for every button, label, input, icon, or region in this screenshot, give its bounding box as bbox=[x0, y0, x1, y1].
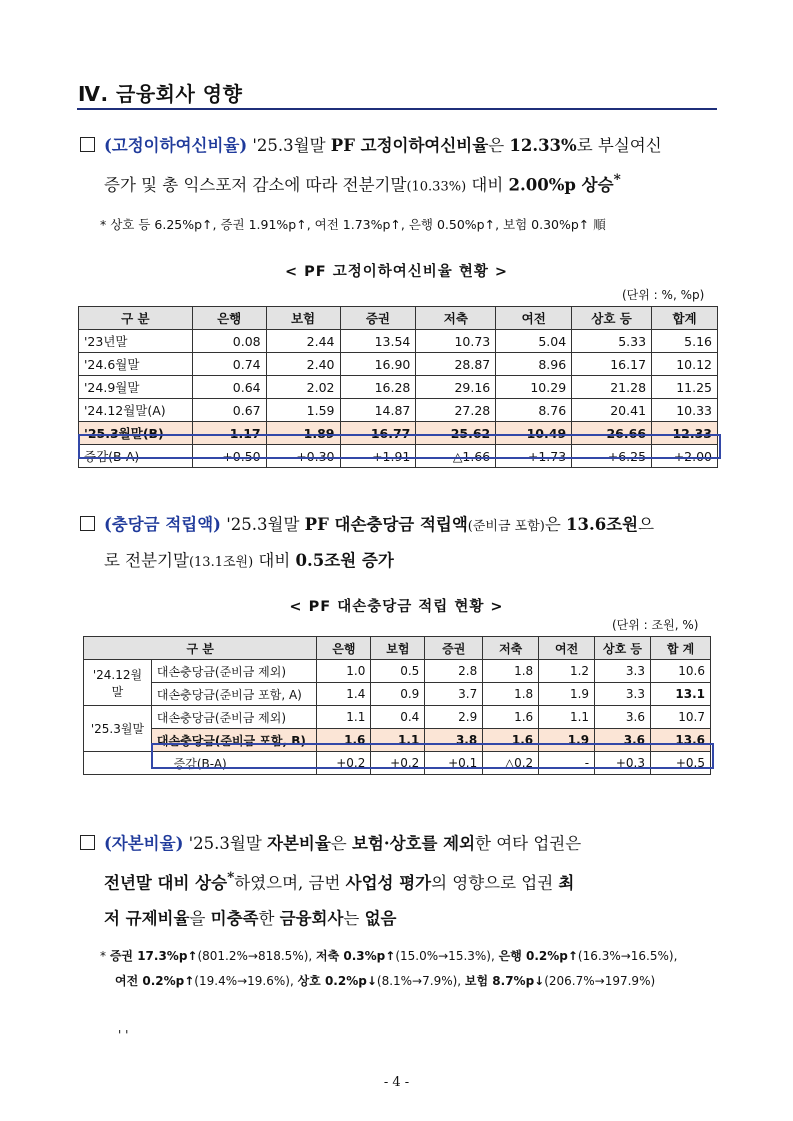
para-text: 로 전분기말 bbox=[104, 551, 189, 570]
para-bold: 금융회사 bbox=[279, 908, 344, 928]
footnote-segment: (8.1%→7.9%), bbox=[376, 974, 465, 988]
provision-table bbox=[83, 636, 711, 775]
table-cell: 1.6 bbox=[483, 706, 539, 729]
footnote-segment: (15.0%→15.3%), bbox=[395, 949, 499, 963]
column-header: 저축 bbox=[483, 637, 539, 660]
table-cell: 0.67 bbox=[192, 399, 266, 422]
para-text: 으 bbox=[638, 515, 655, 534]
para-text: 은 bbox=[488, 136, 510, 155]
stray-marks: ' ' bbox=[118, 1028, 129, 1042]
para-bold: 12.33% bbox=[509, 136, 577, 155]
para-bold: 전년말 대비 상승 bbox=[104, 873, 228, 893]
row-label: 증감(B-A) bbox=[79, 445, 193, 468]
para-small: (10.33%) bbox=[406, 179, 467, 195]
table-cell: +1.91 bbox=[340, 445, 416, 468]
table-cell: +0.1 bbox=[425, 752, 483, 775]
table2-title: < PF 대손충당금 적립 현황 > bbox=[289, 599, 504, 615]
column-header: 합계 bbox=[652, 307, 718, 330]
para-text: 한 여타 업권은 bbox=[475, 834, 582, 853]
table-cell: △1.66 bbox=[416, 445, 496, 468]
table-row bbox=[84, 752, 711, 775]
table-cell: 1.9 bbox=[539, 683, 595, 706]
para-text: '25.3월말 bbox=[183, 834, 268, 853]
para-small: (준비금 포함) bbox=[467, 519, 545, 534]
table-cell: 16.17 bbox=[572, 353, 652, 376]
column-header: 저축 bbox=[416, 307, 496, 330]
period-label: '25.3월말 bbox=[84, 706, 152, 752]
checkbox-bullet bbox=[80, 516, 95, 531]
table-cell: 16.77 bbox=[340, 422, 416, 445]
column-header: 여전 bbox=[496, 307, 572, 330]
table-cell: 10.49 bbox=[496, 422, 572, 445]
table-cell: +1.73 bbox=[496, 445, 572, 468]
column-header: 구 분 bbox=[84, 637, 317, 660]
table-cell: 13.6 bbox=[651, 729, 711, 752]
table-cell: 5.16 bbox=[652, 330, 718, 353]
para-text: '25.3월말 bbox=[221, 515, 305, 534]
table-cell: 1.8 bbox=[483, 660, 539, 683]
para-small: (13.1조원) bbox=[188, 555, 254, 570]
table-cell: 1.1 bbox=[317, 706, 371, 729]
table-cell: 1.8 bbox=[483, 683, 539, 706]
table-row bbox=[79, 330, 718, 353]
table-cell: 2.02 bbox=[266, 376, 340, 399]
row-label: 증감(B-A) bbox=[84, 752, 317, 775]
table-cell: 8.76 bbox=[496, 399, 572, 422]
table-cell: 2.44 bbox=[266, 330, 340, 353]
table-cell: 29.16 bbox=[416, 376, 496, 399]
column-header: 여전 bbox=[539, 637, 595, 660]
table-cell: 1.6 bbox=[483, 729, 539, 752]
row-label: '25.3월말(B) bbox=[79, 422, 193, 445]
table-cell: 28.87 bbox=[416, 353, 496, 376]
table-row bbox=[79, 376, 718, 399]
table1-title: < PF 고정이하여신비율 현황 > bbox=[284, 264, 509, 280]
para-text: 의 영향으로 업권 bbox=[431, 873, 559, 893]
footnote-segment: 상호 0.2%p↓ bbox=[297, 974, 377, 988]
column-header: 보험 bbox=[371, 637, 425, 660]
para-bold: 0.5조원 증가 bbox=[295, 551, 394, 570]
para-bold: 없음 bbox=[364, 908, 397, 928]
para-tag: (고정이하여신비율) bbox=[104, 136, 248, 155]
column-header: 보험 bbox=[266, 307, 340, 330]
para-bold: PF 대손충당금 적립액 bbox=[304, 515, 468, 534]
table-cell: 1.4 bbox=[317, 683, 371, 706]
table-cell: 3.3 bbox=[595, 683, 651, 706]
period-label: '24.12월말 bbox=[84, 660, 152, 706]
table-cell: 11.25 bbox=[652, 376, 718, 399]
table-row bbox=[79, 422, 718, 445]
column-header: 은행 bbox=[192, 307, 266, 330]
table-cell: 0.64 bbox=[192, 376, 266, 399]
table-cell: 10.73 bbox=[416, 330, 496, 353]
column-header: 상호 등 bbox=[595, 637, 651, 660]
footnote-segment: (16.3%→16.5%), bbox=[577, 949, 678, 963]
para-text: 은 bbox=[330, 834, 352, 853]
table-cell: 5.33 bbox=[572, 330, 652, 353]
table-cell: 10.6 bbox=[651, 660, 711, 683]
paragraph-capital-ratio bbox=[80, 826, 720, 936]
table-cell: 1.89 bbox=[266, 422, 340, 445]
table-cell: 16.90 bbox=[340, 353, 416, 376]
para-bold: 사업성 평가 bbox=[345, 873, 432, 893]
para-text: 대비 bbox=[466, 175, 509, 195]
table-cell: +0.3 bbox=[595, 752, 651, 775]
table-cell: 12.33 bbox=[652, 422, 718, 445]
table-cell: +0.2 bbox=[371, 752, 425, 775]
row-label: 대손충당금(준비금 제외) bbox=[151, 660, 317, 683]
table-cell: 0.4 bbox=[371, 706, 425, 729]
table-cell: 10.29 bbox=[496, 376, 572, 399]
para-text: 대비 bbox=[253, 551, 296, 570]
row-label: '24.6월말 bbox=[79, 353, 193, 376]
table-cell: 20.41 bbox=[572, 399, 652, 422]
footnote-segment: (206.7%→197.9%) bbox=[544, 974, 656, 988]
table-cell: 2.8 bbox=[425, 660, 483, 683]
para-tag: (자본비율) bbox=[104, 834, 184, 853]
row-label: '24.9월말 bbox=[79, 376, 193, 399]
para-bold: 13.6조원 bbox=[566, 515, 639, 534]
footnote-segment: * bbox=[100, 949, 110, 963]
table-cell: 10.7 bbox=[651, 706, 711, 729]
table-cell: 2.40 bbox=[266, 353, 340, 376]
table-cell: 0.74 bbox=[192, 353, 266, 376]
para-bold: PF 고정이하여신비율 bbox=[330, 136, 489, 155]
table-row bbox=[84, 729, 711, 752]
footnote-npl: * 상호 등 6.25%p↑, 증권 1.91%p↑, 여전 1.73%p↑, 은행 0.50%p↑, 보험 0.30%p↑ 順 bbox=[100, 217, 606, 232]
para-text: 은 bbox=[544, 515, 567, 534]
column-header: 구 분 bbox=[79, 307, 193, 330]
table-cell: 1.0 bbox=[317, 660, 371, 683]
row-label: '23년말 bbox=[79, 330, 193, 353]
table-cell: +0.50 bbox=[192, 445, 266, 468]
table-cell: 0.9 bbox=[371, 683, 425, 706]
table-cell: 5.04 bbox=[496, 330, 572, 353]
table-row bbox=[79, 353, 718, 376]
table-cell: 13.54 bbox=[340, 330, 416, 353]
footnote-segment: 저축 0.3%p↑ bbox=[316, 949, 396, 963]
table-cell: 21.28 bbox=[572, 376, 652, 399]
table-row bbox=[84, 683, 711, 706]
table-cell: 2.9 bbox=[425, 706, 483, 729]
table-cell: +0.2 bbox=[317, 752, 371, 775]
table-row bbox=[79, 399, 718, 422]
heading-rule bbox=[77, 108, 717, 110]
table-cell: 3.7 bbox=[425, 683, 483, 706]
para-bold: 미충족 bbox=[210, 908, 259, 928]
table-cell: 10.33 bbox=[652, 399, 718, 422]
row-label: 대손충당금(준비금 포함, A) bbox=[151, 683, 317, 706]
section-heading: Ⅳ. 금융회사 영향 bbox=[78, 82, 243, 106]
table-row bbox=[84, 706, 711, 729]
footnote-marker: * bbox=[227, 870, 235, 886]
table-cell: 3.3 bbox=[595, 660, 651, 683]
para-text: 증가 및 총 익스포저 감소에 따라 전분기말 bbox=[104, 175, 407, 195]
para-bold: 저 규제비율 bbox=[104, 908, 190, 928]
table-cell: 27.28 bbox=[416, 399, 496, 422]
table-cell: - bbox=[539, 752, 595, 775]
table-cell: +0.30 bbox=[266, 445, 340, 468]
footnote-segment: 증권 17.3%p↑ bbox=[109, 949, 198, 963]
table-cell: 14.87 bbox=[340, 399, 416, 422]
footnote-segment: 은행 0.2%p↑ bbox=[498, 949, 578, 963]
para-tag: (충당금 적립액) bbox=[104, 515, 221, 534]
column-header: 은행 bbox=[317, 637, 371, 660]
footnote-segment: 보험 8.7%p↓ bbox=[464, 974, 545, 988]
table-cell: +0.5 bbox=[651, 752, 711, 775]
column-header: 증권 bbox=[340, 307, 416, 330]
para-text: 한 bbox=[258, 908, 280, 928]
table-cell: 1.1 bbox=[371, 729, 425, 752]
table-cell: +6.25 bbox=[572, 445, 652, 468]
footnote-segment: 여전 0.2%p↑ bbox=[115, 974, 195, 988]
para-bold: 보험·상호를 제외 bbox=[351, 834, 476, 853]
paragraph-npl-ratio bbox=[80, 129, 720, 205]
para-text: 로 부실여신 bbox=[576, 136, 662, 155]
footnote-segment: (19.4%→19.6%), bbox=[194, 974, 298, 988]
table2-unit: (단위 : 조원, %) bbox=[612, 618, 699, 632]
row-label: 대손충당금(준비금 제외) bbox=[151, 706, 317, 729]
table-cell: 3.6 bbox=[595, 706, 651, 729]
table-cell: 8.96 bbox=[496, 353, 572, 376]
table-cell: 1.1 bbox=[539, 706, 595, 729]
table-cell: 16.28 bbox=[340, 376, 416, 399]
para-text: 하였으며, 금번 bbox=[234, 873, 346, 893]
table-row bbox=[79, 445, 718, 468]
footnote-segment: (801.2%→818.5%), bbox=[197, 949, 317, 963]
table-row bbox=[84, 660, 711, 683]
footnote-line-1 bbox=[100, 944, 740, 969]
para-bold: 2.00%p 상승 bbox=[508, 175, 614, 195]
row-label: '24.12월말(A) bbox=[79, 399, 193, 422]
table-cell: 10.12 bbox=[652, 353, 718, 376]
table-cell: 13.1 bbox=[651, 683, 711, 706]
table-cell: +2.00 bbox=[652, 445, 718, 468]
table-cell: 3.6 bbox=[595, 729, 651, 752]
footnote-line-2 bbox=[100, 969, 740, 994]
table-cell: 1.2 bbox=[539, 660, 595, 683]
para-bold: 최 bbox=[558, 873, 575, 893]
column-header: 합 계 bbox=[651, 637, 711, 660]
table-cell: 0.5 bbox=[371, 660, 425, 683]
footnote-marker: * bbox=[613, 172, 621, 188]
column-header: 증권 bbox=[425, 637, 483, 660]
table-cell: △0.2 bbox=[483, 752, 539, 775]
table-cell: 1.59 bbox=[266, 399, 340, 422]
checkbox-bullet bbox=[80, 137, 95, 152]
table-cell: 0.08 bbox=[192, 330, 266, 353]
page-number: - 4 - bbox=[383, 1075, 410, 1090]
para-text: 을 bbox=[189, 908, 211, 928]
checkbox-bullet bbox=[80, 835, 95, 850]
table-cell: 3.8 bbox=[425, 729, 483, 752]
table-cell: 1.9 bbox=[539, 729, 595, 752]
table-cell: 1.6 bbox=[317, 729, 371, 752]
row-label: 대손충당금(준비금 포함, B) bbox=[151, 729, 317, 752]
para-text: 는 bbox=[343, 908, 365, 928]
table1-unit: (단위 : %, %p) bbox=[622, 288, 705, 302]
footnote-capital bbox=[100, 944, 740, 994]
paragraph-provisions bbox=[80, 508, 720, 580]
table-cell: 25.62 bbox=[416, 422, 496, 445]
para-text: '25.3월말 bbox=[247, 136, 331, 155]
table-cell: 1.17 bbox=[192, 422, 266, 445]
npl-ratio-table bbox=[78, 306, 718, 468]
column-header: 상호 등 bbox=[572, 307, 652, 330]
para-bold: 자본비율 bbox=[267, 834, 331, 853]
table-cell: 26.66 bbox=[572, 422, 652, 445]
